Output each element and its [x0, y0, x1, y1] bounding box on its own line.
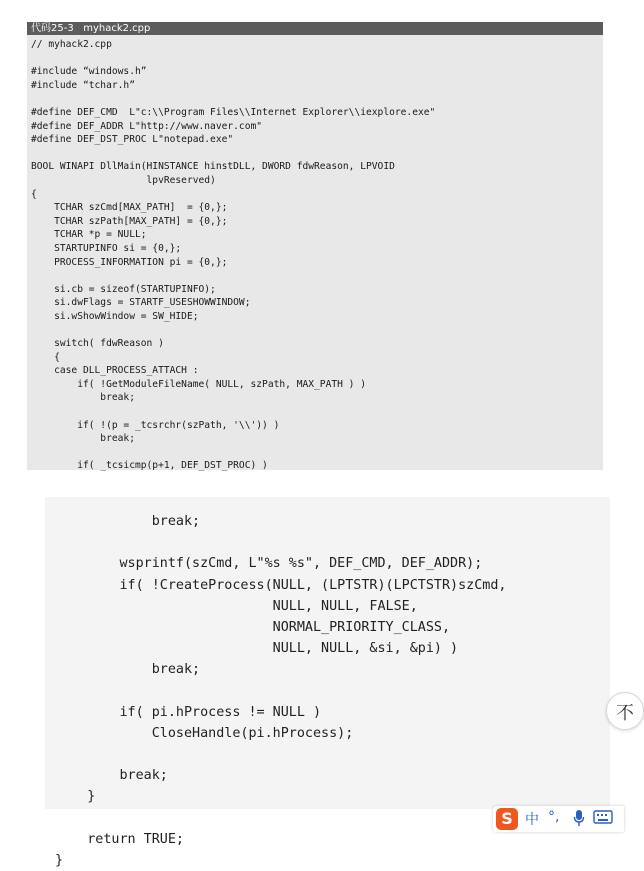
code-line: TCHAR *p = NULL;: [31, 229, 147, 241]
code-line: si.wShowWindow = SW_HIDE;: [31, 310, 199, 322]
code-line: break;: [31, 392, 135, 404]
code-line: [55, 532, 506, 553]
side-button-label: 不: [616, 703, 634, 724]
code-line: }: [55, 853, 64, 868]
code-line: if( !CreateProcess(NULL, (LPTSTR)(LPCTSTR)szCmd,: [55, 577, 507, 593]
code-line: break;: [55, 768, 168, 784]
code-line: {: [31, 188, 37, 200]
code-listing-bottom: [45, 497, 610, 868]
code-line: return TRUE;: [55, 831, 184, 847]
code-line: [31, 52, 435, 66]
code-line: #include “tchar.h”: [31, 79, 135, 91]
code-line: NULL, NULL, &si, &pi) ): [55, 641, 459, 657]
floating-side-button[interactable]: [606, 692, 644, 730]
code-line: break;: [55, 514, 201, 529]
code-line: NULL, NULL, FALSE,: [55, 598, 418, 614]
code-line: break;: [31, 433, 135, 445]
ime-language-toggle[interactable]: 中: [525, 812, 539, 828]
sogou-logo-icon[interactable]: S: [496, 808, 518, 830]
code-line: if( _tcsicmp(p+1, DEF_DST_PROC) ): [31, 460, 268, 472]
code-listing-top: [27, 22, 603, 470]
microphone-icon[interactable]: [573, 809, 585, 831]
code-line: NORMAL_PRIORITY_CLASS,: [55, 619, 451, 635]
code-block-part2: [55, 511, 506, 871]
code-line: #define DEF_DST_PROC L"notepad.exe": [31, 134, 234, 146]
code-line: #include “windows.h”: [31, 66, 147, 78]
code-line: #define DEF_ADDR L"http://www.naver.com": [31, 120, 263, 132]
code-line: lpvReserved): [31, 174, 216, 186]
code-line: {: [31, 351, 60, 363]
code-line: if( !GetModuleFileName( NULL, szPath, MAX_PATH ) ): [31, 378, 367, 390]
code-line: [31, 269, 435, 283]
code-line: si.cb = sizeof(STARTUPINFO);: [31, 283, 216, 295]
code-line: // myhack2.cpp: [31, 39, 112, 50]
code-line: TCHAR szPath[MAX_PATH] = {0,};: [31, 215, 228, 227]
code-line: [31, 92, 435, 106]
code-line: switch( fdwReason ): [31, 338, 164, 350]
keyboard-icon[interactable]: [593, 809, 613, 829]
code-caption: 代码25-3 myhack2.cpp: [31, 23, 151, 34]
code-line: case DLL_PROCESS_ATTACH :: [31, 365, 199, 377]
code-line: [31, 323, 435, 337]
code-line: if( pi.hProcess != NULL ): [55, 704, 322, 720]
ime-punctuation-toggle[interactable]: °,: [548, 809, 560, 825]
code-line: }: [55, 789, 96, 805]
code-line: CloseHandle(pi.hProcess);: [55, 725, 354, 741]
caption-bar: [27, 22, 603, 35]
code-line: break;: [55, 662, 201, 678]
code-line: [31, 147, 435, 161]
code-line: #define DEF_CMD L"c:\\Program Files\\Internet Explorer\\iexplore.exe": [31, 106, 436, 118]
code-line: [55, 808, 506, 829]
code-line: if( !(p = _tcsrchr(szPath, '\\')) ): [31, 419, 280, 431]
code-line: wsprintf(szCmd, L"%s %s", DEF_CMD, DEF_ADDR);: [55, 556, 483, 572]
code-block-part1: [31, 38, 435, 473]
code-line: [55, 681, 506, 702]
code-line: PROCESS_INFORMATION pi = {0,};: [31, 256, 228, 268]
code-line: [55, 744, 506, 765]
code-line: [31, 446, 435, 460]
code-line: TCHAR szCmd[MAX_PATH] = {0,};: [31, 202, 228, 214]
ime-toolbar[interactable]: [493, 806, 624, 832]
code-line: si.dwFlags = STARTF_USESHOWWINDOW;: [31, 297, 251, 309]
code-line: BOOL WINAPI DllMain(HINSTANCE hinstDLL, DWORD fdwReason, LPVOID: [31, 161, 395, 173]
code-line: [31, 405, 435, 419]
code-line: STARTUPINFO si = {0,};: [31, 242, 182, 254]
